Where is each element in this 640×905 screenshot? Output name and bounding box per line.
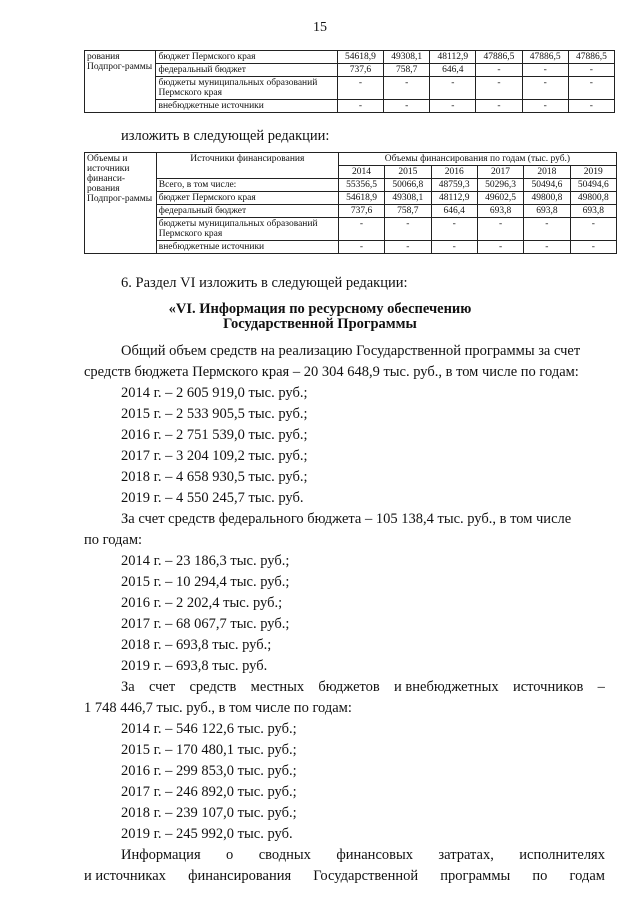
list-item: 2016 г. – 2 751 539,0 тыс. руб.; [121,427,308,443]
table-cell-value: 646,4 [430,64,476,77]
table-cell-value: 49800,8 [570,192,616,205]
funding-table-old [84,50,615,113]
table-cell-value: 50066,8 [385,179,431,192]
table-cell-value: 758,7 [384,64,430,77]
table-cell-value: - [568,77,614,100]
table-header-row [85,153,617,166]
list-item: 2016 г. – 2 202,4 тыс. руб.; [121,595,283,611]
table-cell-value: - [476,64,522,77]
heading-line: Государственной Программы [223,316,417,332]
table-cell-value: - [431,218,477,241]
table-cell-value: 693,8 [570,205,616,218]
paragraph-line: За счет средств федерального бюджета – 105 138,4 тыс. руб., в том числе [121,511,572,527]
paragraph-line: Общий объем средств на реализацию Государственной программы за счет [121,343,581,359]
table-cell-value: 693,8 [524,205,570,218]
paragraph-line [84,868,605,885]
table-cell-value: 49308,1 [385,192,431,205]
table-year: 2018 [524,166,570,179]
word: о [226,847,234,863]
table-cell-value: - [570,241,616,254]
word: сводных [258,847,311,863]
table-cell-value: - [476,100,522,113]
table-cell-value: - [337,100,383,113]
table-cell-value: 693,8 [477,205,523,218]
table-cell-value: 50494,6 [524,179,570,192]
table-cell-value: 50494,6 [570,179,616,192]
word: средств [189,679,237,695]
table-cell-source: Всего, в том числе: [156,179,338,192]
table-cell-value: 47886,5 [522,51,568,64]
word: бюджетов [318,679,380,695]
table-cell-value: - [384,77,430,100]
table-cell-value: 55356,5 [338,179,384,192]
table-row [85,218,617,241]
table-row [85,241,617,254]
list-item: 2017 г. – 3 204 109,2 тыс. руб.; [121,448,308,464]
table-cell-source: внебюджетные источники [156,100,337,113]
funding-table-new [84,152,617,254]
table-header-years: Объемы финансирования по годам (тыс. руб.) [338,153,616,166]
list-item: 2015 г. – 170 480,1 тыс. руб.; [121,742,297,758]
table-cell-value: - [385,218,431,241]
table-cell-value: - [522,77,568,100]
table-cell-source: внебюджетные источники [156,241,338,254]
table-cell-value: 47886,5 [476,51,522,64]
table-cell-source: федеральный бюджет [156,64,337,77]
word: местных [250,679,305,695]
table-year: 2017 [477,166,523,179]
paragraph-line: средств бюджета Пермского края – 20 304 648,9 тыс. руб., в том числе по годам: [84,364,579,380]
list-item: 2018 г. – 693,8 тыс. руб.; [121,637,272,653]
table-cell-value: 49800,8 [524,192,570,205]
word: годам [569,868,605,884]
list-item: 2014 г. – 2 605 919,0 тыс. руб.; [121,385,308,401]
table-cell-value: - [568,64,614,77]
word: финансирования [188,868,292,884]
word: источников [512,679,584,695]
section-instruction: 6. Раздел VI изложить в следующей редакции: [121,275,408,291]
word: – [597,679,605,695]
word: затратах, [438,847,494,863]
table-cell-value: 737,6 [337,64,383,77]
table-row [85,77,615,100]
heading-line: «VI. Информация по ресурсному обеспечению [168,301,472,317]
table-cell-value: - [568,100,614,113]
word: счет [148,679,176,695]
word: и источниках [84,868,166,884]
paragraph-line: по годам: [84,532,143,548]
table-row [85,51,615,64]
table-cell-value: 646,4 [431,205,477,218]
list-item: 2015 г. – 2 533 905,5 тыс. руб.; [121,406,308,422]
table-cell-value: - [524,241,570,254]
word: программы [440,868,511,884]
table-cell-value: - [337,77,383,100]
table-cell-value: - [338,218,384,241]
page-number: 15 [313,20,327,35]
table-cell-value: - [524,218,570,241]
table-cell-value: - [385,241,431,254]
table-cell-value: 50296,3 [477,179,523,192]
table-cell-value: 48112,9 [430,51,476,64]
table-cell-source: бюджет Пермского края [156,51,337,64]
word: финансовых [336,847,413,863]
table-cell-value: 49602,5 [477,192,523,205]
table-cell-value: 48112,9 [431,192,477,205]
table-cell-value: - [476,77,522,100]
table-cell-source: бюджет Пермского края [156,192,338,205]
intro-text: изложить в следующей редакции: [121,128,330,144]
table-cell-value: 758,7 [385,205,431,218]
table-row [85,64,615,77]
list-item: 2016 г. – 299 853,0 тыс. руб.; [121,763,297,779]
paragraph-line: 1 748 446,7 тыс. руб., в том числе по годам: [84,700,352,716]
paragraph-line [121,847,605,864]
table-cell-value: - [477,241,523,254]
word: За [121,679,135,695]
table-cell-value: - [338,241,384,254]
table-header-label: Объемы и источники финанси-рования Подпрог-раммы [85,153,157,254]
table-cell-value: - [522,64,568,77]
table-cell-value: 47886,5 [568,51,614,64]
list-item: 2014 г. – 23 186,3 тыс. руб.; [121,553,290,569]
list-item: 2019 г. – 4 550 245,7 тыс. руб. [121,490,304,506]
table-cell-value: - [384,100,430,113]
table-year: 2016 [431,166,477,179]
table-row [85,100,615,113]
list-item: 2014 г. – 546 122,6 тыс. руб.; [121,721,297,737]
table-cell-source: бюджеты муниципальных образований Пермского края [156,77,337,100]
word: Государственной [313,868,419,884]
table-row [85,205,617,218]
word: исполнителях [519,847,605,863]
table-row [85,179,617,192]
paragraph-line [121,679,605,696]
table-cell-value: 48759,3 [431,179,477,192]
word: и внебюджетных [394,679,499,695]
list-item: 2017 г. – 246 892,0 тыс. руб.; [121,784,297,800]
list-item: 2017 г. – 68 067,7 тыс. руб.; [121,616,290,632]
table-cell-value: 49308,1 [384,51,430,64]
table-cell-label: рования Подпрог-раммы [85,51,156,113]
table-cell-source: федеральный бюджет [156,205,338,218]
table-cell-value: - [431,241,477,254]
table-cell-value: 54618,9 [337,51,383,64]
table-year: 2019 [570,166,616,179]
table-cell-value: 737,6 [338,205,384,218]
list-item: 2015 г. – 10 294,4 тыс. руб.; [121,574,290,590]
table-cell-value: - [430,77,476,100]
list-item: 2018 г. – 4 658 930,5 тыс. руб.; [121,469,308,485]
table-row [85,192,617,205]
table-cell-value: - [430,100,476,113]
list-item: 2019 г. – 693,8 тыс. руб. [121,658,268,674]
table-cell-source: бюджеты муниципальных образований Пермского края [156,218,338,241]
table-cell-value: - [477,218,523,241]
table-cell-value: - [522,100,568,113]
list-item: 2018 г. – 239 107,0 тыс. руб.; [121,805,297,821]
table-cell-value: - [570,218,616,241]
word: по [532,868,548,884]
section-heading [0,302,640,332]
table-year: 2014 [338,166,384,179]
table-header-source: Источники финансирования [156,153,338,179]
word: Информация [121,847,201,863]
table-year: 2015 [385,166,431,179]
table-cell-value: 54618,9 [338,192,384,205]
list-item: 2019 г. – 245 992,0 тыс. руб. [121,826,293,842]
